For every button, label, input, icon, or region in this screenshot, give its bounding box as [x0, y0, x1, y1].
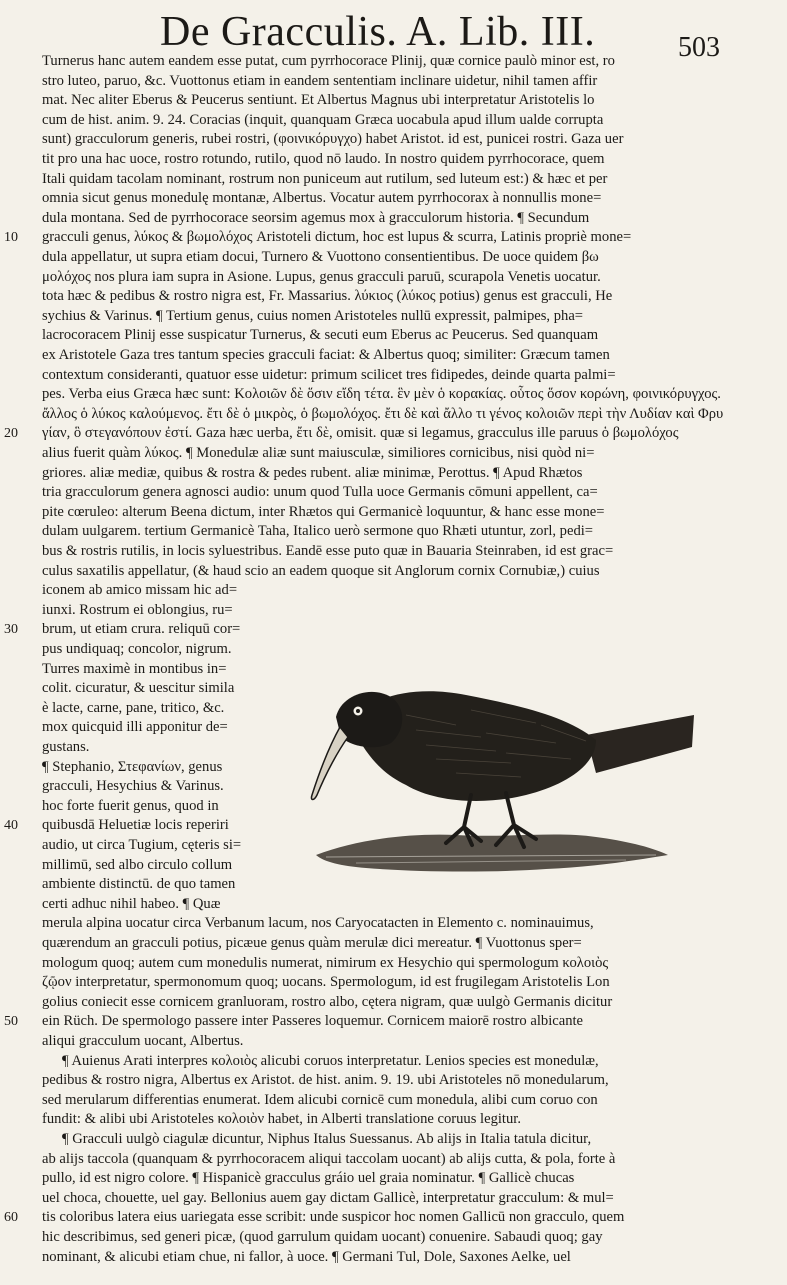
- text-line: certi adhuc nihil habeo. ¶ Quæ: [42, 895, 221, 912]
- text-line: uel choca, chouette, uel gay. Bellonius auem gay dictam Gallicè, interpretatur gracculum: & mul=: [42, 1189, 614, 1206]
- text-line: pes. Verba eius Græca hæc sunt: Κολοιῶν δὲ ὅσιν εἴδη τέτα. ἓν μὲν ὁ κορακίας. οὗτος ὅσον κορώνη, φοινικόρυγχος.: [42, 386, 721, 403]
- text-line: ein Rüch. De spermologo passere inter Passeres loquemur. Cornicem maiorē rostro albicante: [42, 1013, 584, 1030]
- text-line: sunt) gracculorum generis, rubei rostri, (φοινικόρυγχο) habet Aristot. id est, punicei rostri. Gaza uer: [42, 131, 624, 148]
- text-line: γίαν, ὃ στεγανόπουν ἐστί. Gaza hæc uerba, ἔτι δὲ, omisit. quæ si legamus, gracculus ille paruus ὁ βωμολόχος: [42, 425, 679, 442]
- text-line: dula appellatur, ut supra etiam docui, Turnero & Vuottono consentientibus. De uoce quidem βω: [42, 249, 599, 265]
- bird-beak: [311, 727, 348, 800]
- text-line: audio, ut circa Tugium, cęteris si=: [42, 837, 242, 853]
- text-line: omnia sicut genus monedulę montanæ, Albertus. Vocatur autem pyrrhocorax à nonnullis mone=: [42, 190, 602, 207]
- margin-line-number: 40: [4, 818, 18, 834]
- margin-line-number: 60: [4, 1210, 18, 1226]
- text-line: μολόχος nos plura iam supra in Asione. Lupus, genus gracculi paruū, scurapola Venetis uocatur.: [42, 268, 601, 285]
- text-line: cum de hist. anim. 9. 24. Coracias (inquit, quanquam Græca uocabula apud illum ualde corrupta: [42, 111, 604, 128]
- margin-line-number: 50: [4, 1014, 18, 1030]
- text-line: contextum consideranti, quatuor esse uidetur: primum scilicet tres fidipedes, deinde quarta palmi=: [42, 366, 616, 383]
- text-line: ζῷον interpretatur, spermonomum quoq; uocans. Spermologum, id est frugilegam Aristotelis Lon: [42, 974, 610, 991]
- text-line: bus & rostris rutilis, in locis syluestribus. Eandē esse puto quæ in Bauaria Steinraben, id est grac=: [42, 543, 614, 559]
- text-line: tria gracculorum genera agnosci audio: unum quod Tulla uoce Germanis cōmuni appellent, ca=: [42, 484, 598, 501]
- text-line: dulam uulgarem. tertium Germanicè Taha, Italico uerò sermone quo Rhæti utuntur, zorl, pedi=: [42, 523, 594, 540]
- text-line: aliqui gracculum uocant, Albertus.: [42, 1033, 244, 1049]
- text-line: fundit: & alibi ubi Aristoteles κολοιὸν habet, in Alberti translatione coruus legitur.: [42, 1111, 521, 1128]
- text-line: millimū, sed albo circulo collum: [42, 856, 233, 873]
- margin-line-number: 10: [4, 230, 18, 246]
- bird-tail: [586, 715, 694, 773]
- text-line: sed merularum differentias enumerat. Idem alicubi cornicē cum monedula, alibi cum coruo con: [42, 1091, 598, 1108]
- running-head: De Gracculis. A. Lib. III.: [160, 9, 596, 55]
- text-line: tota hæc & pedibus & rostro nigra est, Fr. Massarius. λύκιος (λύκος potius) genus est gracculi, He: [42, 288, 613, 305]
- text-line: è lacte, carne, pane, tritico, &c.: [42, 699, 225, 716]
- text-line: Turnerus hanc autem eandem esse putat, cum pyrrhocorace Plinij, quæ cornice paulò minor est, ro: [42, 53, 615, 69]
- text-line: hic describimus, sed generi picæ, (quod garrulum quidam uocant) conuenire. Sabaudi quoq; gay: [42, 1229, 603, 1245]
- text-line: ¶ Stephanio, Στεφανίων, genus: [42, 758, 223, 775]
- text-line: colit. cicuratur, & uescitur simila: [42, 680, 235, 697]
- text-line: nominant, & alicubi etiam chue, ni fallor, à uoce. ¶ Germani Tul, Dole, Saxones Aelke, uel: [42, 1248, 571, 1265]
- text-line: iconem ab amico missam hic ad=: [42, 582, 238, 599]
- text-line: quibusdā Heluetiæ locis reperiri: [42, 817, 229, 834]
- text-line: pite cœruleo: alterum Beena dictum, inter Rhætos qui Germanicè loquuntur, & hanc esse mone=: [42, 503, 605, 520]
- text-line: Turres maximè in montibus in=: [42, 660, 227, 677]
- text-line: gracculi genus, λύκος & βωμολόχος Aristoteli dictum, hoc est lupus & scurra, Latinis propriè mone=: [42, 229, 632, 246]
- text-line: stro luteo, paruo, &c. Vuottonus etiam in eandem sententiam inclinare uidetur, nihil tamen affir: [42, 72, 598, 89]
- text-line: pus undiquaq; concolor, nigrum.: [42, 641, 232, 657]
- text-line: mox quicquid illi apponitur de=: [42, 719, 228, 736]
- chough-woodcut-illustration: [296, 655, 696, 890]
- ground: [316, 834, 668, 871]
- text-line: ambiente distinctū. de quo tamen: [42, 876, 236, 893]
- text-line: iunxi. Rostrum ei oblongius, ru=: [42, 601, 233, 618]
- text-line: merula alpina uocatur circa Verbanum lacum, nos Caryocatacten in Elemento c. nominauimus,: [42, 915, 594, 932]
- text-line: ex Aristotele Gaza tres tantum species gracculi faciat: & Albertus quoq; similiter: Græcum tamen: [42, 347, 610, 363]
- text-line: gracculi, Hesychius & Varinus.: [42, 778, 224, 795]
- text-line: golius coniecit esse cornicem granluoram, rostro albo, cętera nigram, quæ uulgò Germanis dicitur: [42, 993, 613, 1010]
- margin-line-number: 20: [4, 426, 18, 442]
- text-line: brum, ut etiam crura. reliquū cor=: [42, 621, 241, 638]
- text-line: ¶ Gracculi uulgò ciagulæ dicuntur, Niphus Italus Suessanus. Ab alijs in Italia tatula dicitur,: [62, 1131, 592, 1147]
- page-number: 503: [678, 32, 720, 63]
- text-line: gustans.: [42, 739, 90, 755]
- text-line: ab alijs taccola (quanquam & pyrrhocoracem aliqui taccolam uocant) ab alijs cutta, & pola, forte à: [42, 1150, 616, 1167]
- text-line: mologum quoq; autem cum monedulis numerat, nimirum ex Hesychio qui spermologum κολοιὸς: [42, 954, 609, 971]
- text-line: griores. aliæ mediæ, quibus & rostra & pedes rubent. aliæ minimæ, Perottus. ¶ Apud Rhætos: [42, 464, 583, 481]
- text-line: Itali quidam tacolam nominant, rostrum non puniceum aut rutilum, sed luteum est:) & hæc et per: [42, 170, 608, 187]
- text-line: dula montana. Sed de pyrrhocorace seorsim agemus mox à gracculorum historia. ¶ Secundum: [42, 209, 590, 226]
- text-line: alius fuerit quàm λύκος. ¶ Monedulæ aliæ sunt maiusculæ, similiores cornicibus, nisi quòd ni=: [42, 445, 595, 461]
- text-line: pedibus & rostro nigra, Albertus ex Aristot. de hist. anim. 9. 19. ubi Aristoteles nō monedularum,: [42, 1072, 609, 1089]
- text-line: mat. Nec aliter Eberus & Peucerus sentiunt. Et Albertus Magnus ubi interpretatur Aristotelis lo: [42, 92, 595, 109]
- text-line: hoc forte fuerit genus, quod in: [42, 797, 219, 814]
- text-line: tis coloribus latera eius uariegata esse scribit: unde suspicor hoc nomen Gallicū non gracculo, quem: [42, 1209, 625, 1226]
- text-line: sychius & Varinus. ¶ Tertium genus, cuius nomen Aristoteles nullū expressit, palmipes, pha=: [42, 307, 584, 324]
- text-line: culus saxatilis appellatur, (& haud scio an eadem quoque sit Anglorum cornix Cornubiæ,) cuius: [42, 562, 600, 579]
- text-line: ἄλλος ὁ λύκος καλούμενος. ἔτι δὲ ὁ μικρὸς, ὁ βωμολόχος. ἔτι δὲ καὶ ἄλλο τι γένος κολοιῶν περὶ τὴν Λυδίαν καὶ Φρυ: [42, 405, 724, 422]
- text-line: pullo, id est nigro colore. ¶ Hispanicè gracculus gráio uel graia nominatur. ¶ Gallicè chucas: [42, 1170, 575, 1187]
- text-line: ¶ Auienus Arati interpres κολοιὸς alicubi coruos interpretatur. Lenios species est monedulæ,: [62, 1052, 599, 1069]
- margin-line-number: 30: [4, 622, 18, 638]
- text-line: lacrocoracem Plinij esse suspicatur Turnerus, & secuti eum Eberus ac Peucerus. Sed quanquam: [42, 327, 599, 344]
- text-line: quærendum an gracculi potius, picæue genus quàm merulæ dici mereatur. ¶ Vuottonus sper=: [42, 935, 582, 951]
- text-line: tit pro una hac uoce, rostro rotundo, rutilo, quod nō laudo. In nostro quidem pyrrhocorace, quem: [42, 151, 605, 167]
